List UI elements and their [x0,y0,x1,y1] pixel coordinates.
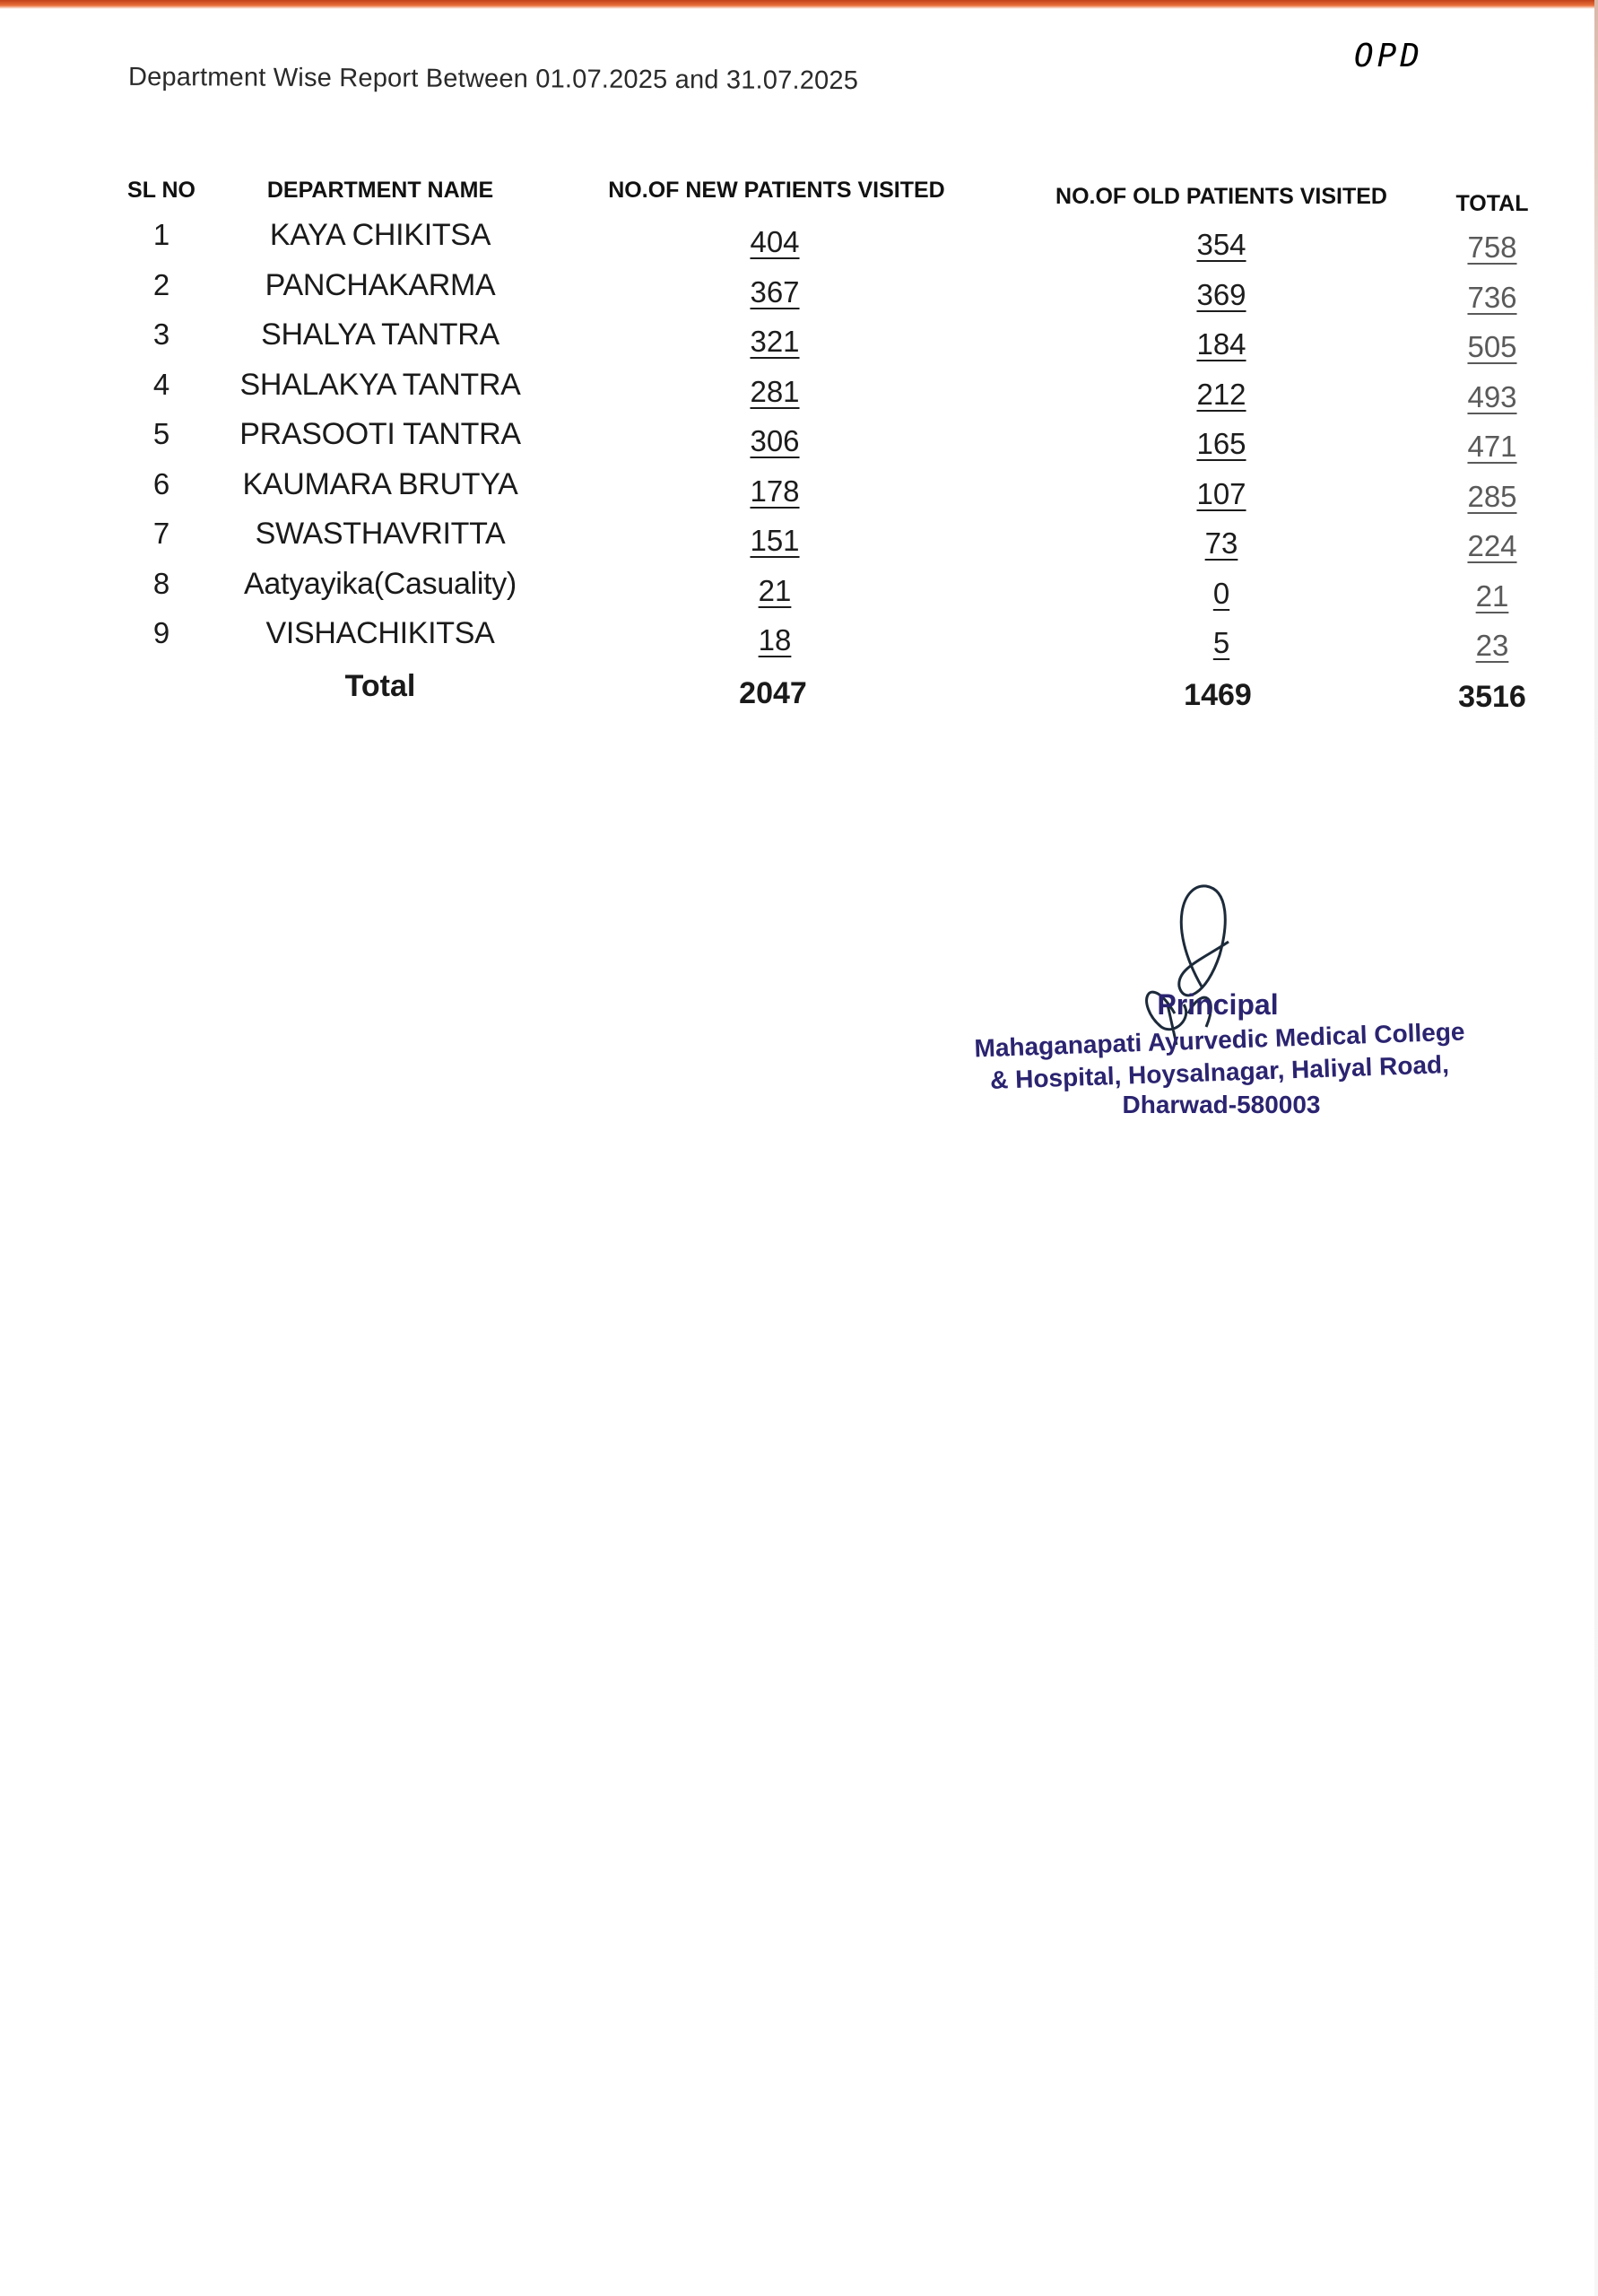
stamp-line-title: Principal [1157,988,1279,1021]
row-sl-no: 4 [152,367,170,401]
row-sl-no: 1 [152,218,170,251]
row-total: 505 [1467,330,1517,363]
row-sl-no: 9 [152,616,170,649]
row-new-patients: 321 [750,325,800,358]
stamp-line-city: Dharwad-580003 [1122,1091,1321,1118]
stamp-line-college: Mahaganapati Ayurvedic Medical College [974,1017,1465,1063]
row-new-patients: 21 [758,573,792,607]
row-new-patients: 306 [750,424,800,457]
stamp-line-address: & Hospital, Hoysalnagar, Haliyal Road, [989,1050,1450,1094]
row-sl-no: 5 [152,417,170,450]
row-new-patients: 151 [750,524,800,557]
totals-total: 3516 [1458,680,1526,714]
row-total: 493 [1467,379,1517,413]
row-old-patients: 369 [1196,277,1246,311]
principal-stamp [933,870,1524,1130]
row-total: 285 [1467,479,1517,513]
row-department-name: SHALAKYA TANTRA [239,367,521,402]
handwritten-opd-note: OPD [1354,38,1424,74]
header-department-name: DEPARTMENT NAME [266,178,494,203]
header-sl-no: SL NO [127,178,195,203]
row-total: 736 [1467,280,1517,314]
row-new-patients: 404 [750,225,800,258]
scan-right-edge [1594,0,1598,2296]
row-department-name: PANCHAKARMA [265,267,496,302]
row-total: 224 [1467,529,1517,562]
row-old-patients: 0 [1212,576,1230,610]
header-new-patients: NO.OF NEW PATIENTS VISITED [608,178,945,203]
row-department-name: SWASTHAVRITTA [255,517,506,551]
row-sl-no: 6 [152,466,170,500]
row-sl-no: 2 [152,267,170,301]
row-department-name: Aatyayika(Casuality) [244,566,517,601]
row-old-patients: 212 [1196,377,1246,411]
row-total: 471 [1467,430,1517,463]
row-new-patients: 18 [758,623,792,657]
row-department-name: SHALYA TANTRA [261,317,499,352]
header-total: TOTAL [1455,191,1529,216]
row-department-name: PRASOOTI TANTRA [239,417,521,451]
row-total: 23 [1475,629,1509,662]
totals-old: 1469 [1184,678,1252,712]
row-old-patients: 73 [1204,526,1238,560]
row-old-patients: 354 [1196,228,1246,261]
row-total: 758 [1467,230,1517,264]
totals-new: 2047 [739,676,807,710]
scan-top-edge [0,0,1598,9]
row-new-patients: 178 [750,474,800,508]
row-sl-no: 7 [152,517,170,550]
totals-label: Total [344,669,416,703]
row-new-patients: 281 [750,374,800,408]
header-old-patients: NO.OF OLD PATIENTS VISITED [1055,184,1387,209]
row-total: 21 [1475,578,1509,613]
row-old-patients: 107 [1196,476,1246,510]
row-department-name: KAYA CHIKITSA [269,218,491,252]
row-sl-no: 8 [152,566,170,600]
report-title: Department Wise Report Between 01.07.2025 and 31.07.2025 [127,62,859,96]
row-department-name: KAUMARA BRUTYA [242,466,518,501]
row-department-name: VISHACHIKITSA [265,616,495,650]
row-new-patients: 367 [750,274,800,309]
row-old-patients: 5 [1212,626,1230,659]
row-old-patients: 184 [1196,327,1246,361]
row-sl-no: 3 [152,317,170,351]
row-old-patients: 165 [1196,427,1246,460]
